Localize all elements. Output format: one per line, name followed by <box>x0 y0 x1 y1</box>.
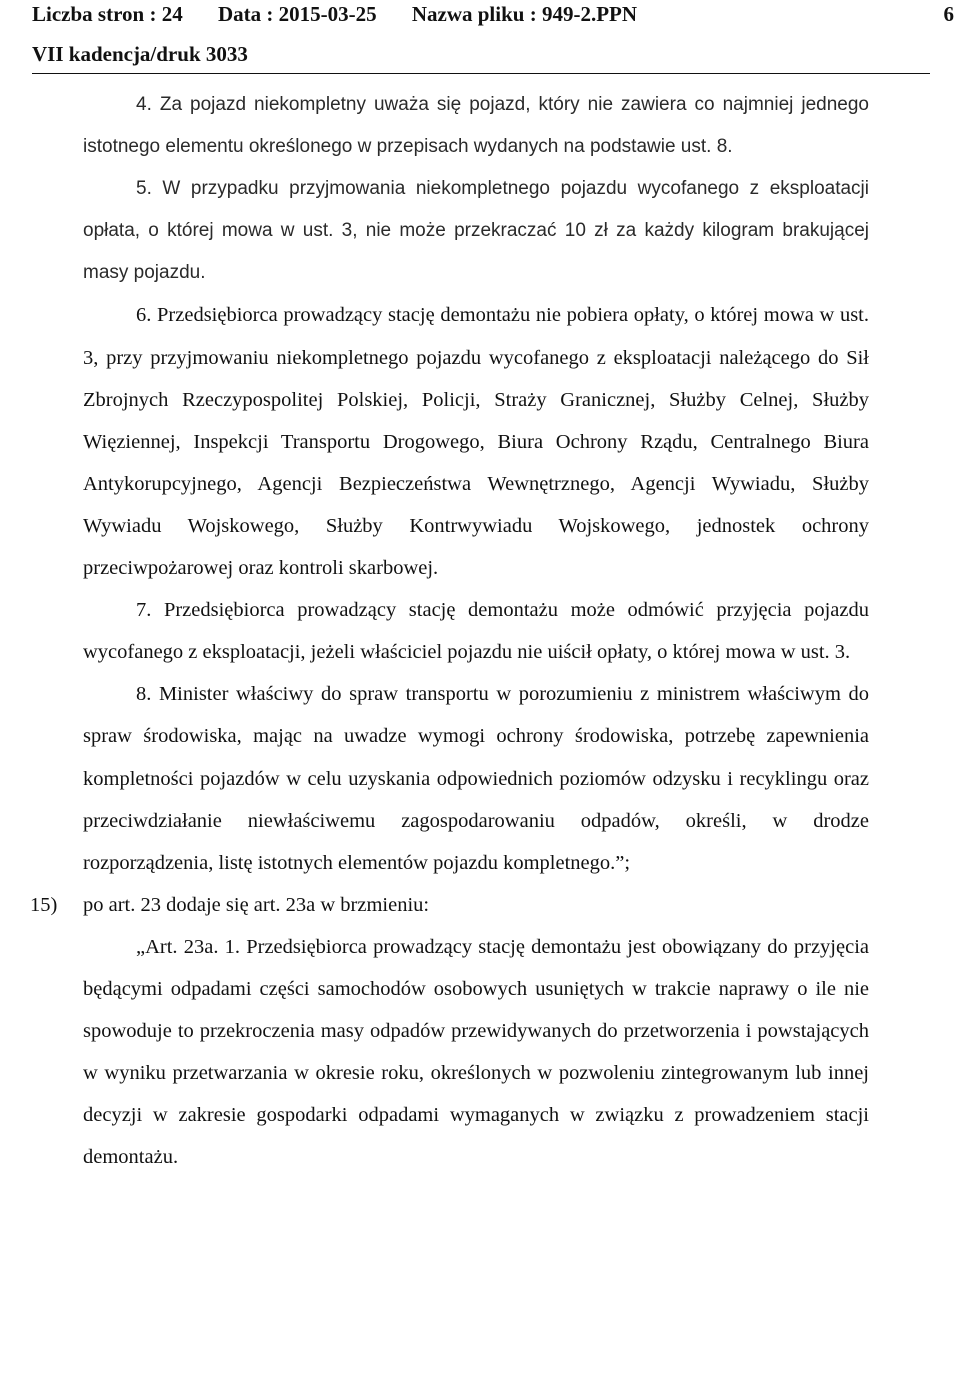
paragraph-5: 5. W przypadku przyjmowania niekompletnego pojazdu wycofanego z eksploatacji opłata, o której mowa w ust. 3, nie może przekraczać 10 zł za każdy kilogram brakującej masy pojazdu. <box>83 178 869 284</box>
paragraph-7: 7. Przedsiębiorca prowadzący stację demontażu może odmówić przyjęcia pojazdu wycofanego z eksploatacji, jeżeli właściciel pojazdu nie uiścił opłaty, o której mowa w ust. 3. <box>83 599 869 664</box>
article-23a-paragraph: „Art. 23a. 1. Przedsiębiorca prowadzący stację demontażu jest obowiązany do przyjęcia będącymi odpadami części samochodów osobowych usuniętych w trakcie naprawy o ile nie spowoduje to przekroczenia masy odpadów przewidywanych do przetworzenia i powstających w wyniku przetwarzania w okresie roku, określonych w pozwoleniu zintegrowanym lub innej decyzji w zakresie gospodarki odpadami wymaganych w związku z prowadzeniem stacji demontażu. <box>83 935 869 1169</box>
header-divider <box>32 73 930 74</box>
document-date: Data : 2015-03-25 <box>217 2 377 26</box>
page-number: 6 <box>943 2 954 26</box>
paragraph-4: 4. Za pojazd niekompletny uważa się pojazd, który nie zawiera co najmniej jednego istotnego elementu określonego w przepisach wydanych na podstawie ust. 8. <box>83 94 869 158</box>
paragraph-8: 8. Minister właściwy do spraw transportu w porozumieniu z ministrem właściwym do spraw środowiska, mając na uwadze wymogi ochrony środowiska, potrzebę zapewnienia kompletności pojazdów w celu uzyskania odpowiednich poziomów odzysku i recyklingu oraz przeciwdziałanie niewłaściwemu zagospodarowaniu odpadów, określi, w drodze rozporządzenia, listę istotnych elementów pojazdu kompletnego.”; <box>83 683 869 874</box>
list-item-text: po art. 23 dodaje się art. 23a w brzmieniu: <box>83 893 430 916</box>
file-name: Nazwa pliku : 949-2.PPN <box>411 2 638 26</box>
page-count: Liczba stron : 24 <box>32 2 183 26</box>
term-print-number: VII kadencja/druk 3033 <box>32 42 248 66</box>
header-metadata <box>32 2 667 27</box>
list-item-number: 15) <box>30 893 58 916</box>
paragraph-6: 6. Przedsiębiorca prowadzący stację demontażu nie pobiera opłaty, o której mowa w ust. 3, przy przyjmowaniu niekompletnego pojazdu wycofanego z eksploatacji należącego do Sił Zbrojnych Rzeczypospolitej Polskiej, Policji, Straży Granicznej, Służby Celnej, Służby Więziennej, Inspekcji Transportu Drogowego, Biura Ochrony Rządu, Centralnego Biura Antykorupcyjnego, Agencji Bezpieczeństwa Wewnętrznego, Agencji Wywiadu, Służby Wywiadu Wojskowego, Służby Kontrwywiadu Wojskowego, jednostek ochrony przeciwpożarowej oraz kontroli skarbowej. <box>83 304 869 580</box>
document-body <box>30 84 869 1178</box>
list-item-15 <box>30 884 869 926</box>
